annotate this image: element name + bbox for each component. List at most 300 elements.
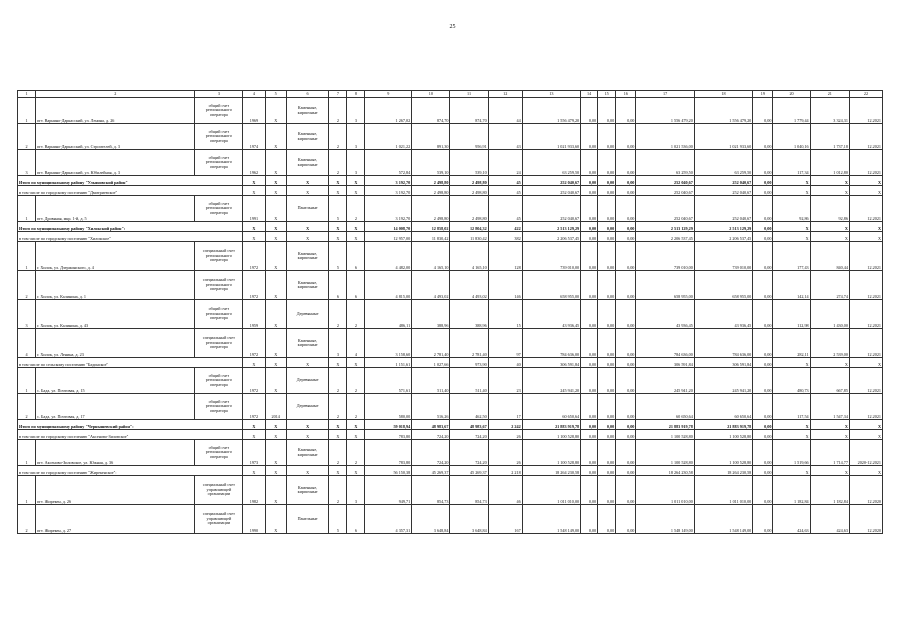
funding-cell: 0,00 (581, 430, 598, 440)
funding-cell: 63 259,50 (636, 150, 694, 176)
funding-cell: 43 936,45 (636, 300, 694, 329)
funding-cell: 0,00 (753, 232, 773, 242)
funding-cell: 0,00 (581, 505, 598, 534)
settlement-subtotal-label: в том числе по городскому поселению "Аксеново-Зиловское" (18, 430, 243, 440)
funding-cell: 0,00 (581, 222, 598, 232)
funding-cell: 784 636,00 (694, 329, 752, 358)
entrances-cell: 6 (347, 271, 365, 300)
area-total-cell: 1 151,61 (365, 358, 412, 368)
area-total-cell: 59 018,94 (365, 420, 412, 430)
unit-cost-cell: 117,54 (773, 394, 810, 420)
settlement-subtotal-row (18, 466, 883, 476)
house-row (18, 300, 883, 329)
cost-cell: 21 883 919,78 (522, 420, 580, 430)
row-number-cell: 2 (18, 124, 36, 150)
placeholder-x-cell: X (347, 466, 365, 476)
address-cell: пгт. Жирекен, д. 26 (36, 476, 195, 505)
funding-cell: 0,00 (581, 124, 598, 150)
deadline-cell: X (849, 358, 882, 368)
settlement-subtotal-label: в том числе по сельскому поселению "Бадинское" (18, 358, 243, 368)
area-total-cell: 4 357,31 (365, 505, 412, 534)
reconstruction-year-cell: X (265, 476, 286, 505)
placeholder-x-cell: X (243, 466, 265, 476)
area-total-cell: 783,80 (365, 440, 412, 466)
col-header: 21 (810, 91, 849, 98)
funding-cell: 0,00 (616, 466, 636, 476)
register-table (17, 90, 883, 534)
funding-cell: 0,00 (753, 358, 773, 368)
deadline-cell: 2020-12.2021 (849, 440, 882, 466)
cost-cell: 1 100 528,80 (522, 430, 580, 440)
area-owned-cell: 4 493,02 (450, 271, 488, 300)
funding-cell: 306 591,84 (636, 358, 694, 368)
placeholder-x-cell: X (243, 176, 265, 186)
deadline-cell: 12.2021 (849, 242, 882, 271)
funding-cell: 0,00 (753, 466, 773, 476)
address-cell: г. Хилок, ул. Калинина, д. 1 (36, 271, 195, 300)
placeholder-x-cell: X (329, 232, 347, 242)
col-header: 17 (636, 91, 694, 98)
funding-cell: 1 100 528,80 (636, 430, 694, 440)
funding-cell: 0,00 (598, 440, 616, 466)
cost-cell: 1 556 479,20 (522, 98, 580, 124)
funding-cell: 0,00 (581, 329, 598, 358)
settlement-subtotal-label: в том числе по городскому поселению "Жирекенское": (18, 466, 243, 476)
wall-material-cell: Деревянные (286, 394, 329, 420)
funding-cell: 0,00 (581, 150, 598, 176)
funding-cell: 0,00 (616, 505, 636, 534)
col-header: 12 (488, 91, 522, 98)
house-row (18, 271, 883, 300)
funding-cell: 2 513 129,29 (694, 222, 752, 232)
funding-cell: 0,00 (753, 394, 773, 420)
area-owned-cell: 11 830,42 (450, 232, 488, 242)
placeholder-x-cell: X (265, 222, 286, 232)
build-year-cell: 1972 (243, 329, 265, 358)
row-number-cell: 2 (18, 505, 36, 534)
funding-cell: 0,00 (753, 150, 773, 176)
address-cell: с. Бада, ул. Почтовая, д. 17 (36, 394, 195, 420)
fund-method-cell: специальный счет регионального оператора (195, 329, 243, 358)
limit-cost-cell: 2 539,00 (810, 329, 849, 358)
area-residential-cell: 516,26 (412, 394, 450, 420)
floors-cell: 5 (329, 196, 347, 222)
funding-cell: 739 010,00 (636, 242, 694, 271)
entrances-cell: 6 (347, 505, 365, 534)
row-number-cell: 3 (18, 150, 36, 176)
address-cell: пгт. Варнино-Даркасский, ул. Строителей, д. 3 (36, 124, 195, 150)
reconstruction-year-cell: X (265, 329, 286, 358)
residents-cell: 45 (488, 176, 522, 186)
funding-cell: 2 206 537,45 (694, 232, 752, 242)
area-residential-cell: 3 648,84 (412, 505, 450, 534)
funding-cell: 0,00 (581, 196, 598, 222)
district-total-label: Итого по муниципальному району "Чернышевский район": (18, 420, 243, 430)
unit-cost-cell: X (773, 222, 810, 232)
cost-cell: 2 206 537,45 (522, 232, 580, 242)
entrances-cell: 2 (347, 300, 365, 329)
area-residential-cell: 1 027,66 (412, 358, 450, 368)
cost-cell: 1 021 933,60 (522, 124, 580, 150)
wall-material-cell: Каменные, кирпичные (286, 476, 329, 505)
fund-method-cell: общий счет регионального оператора (195, 300, 243, 329)
wall-material-cell: Панельные (286, 196, 329, 222)
fund-method-cell: специальный счет регионального оператора (195, 242, 243, 271)
build-year-cell: 1972 (243, 394, 265, 420)
fund-method-cell: общий счет регионального оператора (195, 394, 243, 420)
build-year-cell: 1990 (243, 505, 265, 534)
funding-cell: 0,00 (581, 440, 598, 466)
area-owned-cell: 48 983,67 (450, 420, 488, 430)
limit-cost-cell: 1 714,77 (810, 440, 849, 466)
residents-cell: 24 (488, 150, 522, 176)
funding-cell: 0,00 (598, 232, 616, 242)
entrances-cell: 3 (347, 150, 365, 176)
wall-material-cell: Деревянные (286, 300, 329, 329)
area-residential-cell: 12 858,02 (412, 222, 450, 232)
house-row (18, 124, 883, 150)
house-row (18, 196, 883, 222)
wall-material-cell: Каменные, кирпичные (286, 150, 329, 176)
area-owned-cell: 2 781,40 (450, 329, 488, 358)
limit-cost-cell: 274,74 (810, 271, 849, 300)
residents-cell: 167 (488, 505, 522, 534)
funding-cell: 0,00 (598, 124, 616, 150)
wall-material-cell: Деревянные (286, 368, 329, 394)
build-year-cell: 1991 (243, 196, 265, 222)
funding-cell: 0,00 (753, 430, 773, 440)
funding-cell: 252 040,67 (636, 186, 694, 196)
address-cell: пгт. Варнино-Даркасский, ул. Юбилейная, д. 3 (36, 150, 195, 176)
funding-cell: 0,00 (581, 271, 598, 300)
wall-material-cell: Каменные, кирпичные (286, 271, 329, 300)
area-residential-cell: 891,30 (412, 124, 450, 150)
unit-cost-cell: X (773, 358, 810, 368)
cost-cell: 1 011 010,00 (522, 476, 580, 505)
entrances-cell: 2 (347, 440, 365, 466)
build-year-cell: 1982 (243, 476, 265, 505)
area-owned-cell: 2 498,80 (450, 176, 488, 186)
placeholder-x-cell: X (329, 176, 347, 186)
floors-cell: 2 (329, 124, 347, 150)
build-year-cell: 1973 (243, 440, 265, 466)
build-year-cell: 1974 (243, 124, 265, 150)
funding-cell: 252 040,67 (694, 176, 752, 186)
reconstruction-year-cell: X (265, 150, 286, 176)
unit-cost-cell: 142,14 (773, 271, 810, 300)
row-number-cell: 2 (18, 271, 36, 300)
reconstruction-year-cell: X (265, 505, 286, 534)
residents-cell: 23 (488, 368, 522, 394)
col-header: 15 (598, 91, 616, 98)
deadline-cell: 12.2021 (849, 124, 882, 150)
limit-cost-cell: 3 324,31 (810, 98, 849, 124)
limit-cost-cell: 1 737,18 (810, 124, 849, 150)
area-total-cell: 3 192,70 (365, 176, 412, 186)
row-number-cell: 4 (18, 329, 36, 358)
funding-cell: 0,00 (598, 358, 616, 368)
fund-method-cell: специальный счет регионального оператора (195, 271, 243, 300)
residents-cell: 97 (488, 329, 522, 358)
area-owned-cell: 12 804,32 (450, 222, 488, 232)
col-header: 5 (265, 91, 286, 98)
col-header: 20 (773, 91, 810, 98)
cost-cell: 1 100 528,80 (522, 440, 580, 466)
floors-cell: 2 (329, 394, 347, 420)
unit-cost-cell: X (773, 420, 810, 430)
placeholder-x-cell: X (265, 420, 286, 430)
area-total-cell: 949,71 (365, 476, 412, 505)
col-header: 11 (450, 91, 488, 98)
cost-cell: 63 259,50 (522, 150, 580, 176)
area-owned-cell: 724,20 (450, 440, 488, 466)
reconstruction-year-cell: X (265, 124, 286, 150)
funding-cell: 0,00 (616, 242, 636, 271)
funding-cell: 658 955,00 (636, 271, 694, 300)
funding-cell: 0,00 (616, 98, 636, 124)
placeholder-x-cell: X (286, 358, 329, 368)
funding-cell: 784 636,00 (636, 329, 694, 358)
funding-cell: 0,00 (616, 358, 636, 368)
placeholder-x-cell: X (243, 232, 265, 242)
funding-cell: 1 011 010,00 (636, 476, 694, 505)
funding-cell: 0,00 (581, 476, 598, 505)
unit-cost-cell: 480,73 (773, 368, 810, 394)
placeholder-x-cell: X (243, 222, 265, 232)
area-total-cell: 12 957,00 (365, 232, 412, 242)
funding-cell: 252 040,67 (636, 176, 694, 186)
column-number-header-row (18, 91, 883, 98)
funding-cell: 245 941,20 (636, 368, 694, 394)
placeholder-x-cell: X (329, 466, 347, 476)
area-owned-cell: 973,90 (450, 358, 488, 368)
funding-cell: 0,00 (598, 430, 616, 440)
funding-cell: 18 264 230,58 (636, 466, 694, 476)
cost-cell: 2 513 129,29 (522, 222, 580, 232)
limit-cost-cell: 1 012,80 (810, 150, 849, 176)
placeholder-x-cell: X (347, 430, 365, 440)
cost-cell: 306 591,84 (522, 358, 580, 368)
funding-cell: 0,00 (616, 394, 636, 420)
unit-cost-cell: 424,63 (773, 505, 810, 534)
limit-cost-cell: X (810, 358, 849, 368)
floors-cell: 3 (329, 329, 347, 358)
placeholder-x-cell: X (265, 176, 286, 186)
col-header: 6 (286, 91, 329, 98)
residents-cell: 46 (488, 476, 522, 505)
col-header: 19 (753, 91, 773, 98)
area-residential-cell: 2 498,80 (412, 186, 450, 196)
entrances-cell: 4 (347, 329, 365, 358)
address-cell: пгт. Дровяная, мкр. 1-й, д. 5 (36, 196, 195, 222)
placeholder-x-cell: X (265, 466, 286, 476)
funding-cell: 0,00 (581, 420, 598, 430)
funding-cell: 0,00 (753, 98, 773, 124)
funding-cell: 0,00 (616, 150, 636, 176)
funding-cell: 1 548 149,00 (636, 505, 694, 534)
placeholder-x-cell: X (347, 358, 365, 368)
funding-cell: 0,00 (753, 300, 773, 329)
row-number-cell: 1 (18, 440, 36, 466)
house-row (18, 440, 883, 466)
placeholder-x-cell: X (329, 420, 347, 430)
area-owned-cell: 4 165,10 (450, 242, 488, 271)
residents-cell: 26 (488, 440, 522, 466)
district-total-row (18, 176, 883, 186)
entrances-cell: 2 (347, 196, 365, 222)
placeholder-x-cell: X (347, 420, 365, 430)
fund-method-cell: общий счет регионального оператора (195, 368, 243, 394)
placeholder-x-cell: X (265, 430, 286, 440)
funding-cell: 1 100 528,80 (694, 440, 752, 466)
funding-cell: 0,00 (753, 476, 773, 505)
funding-cell: 0,00 (598, 329, 616, 358)
unit-cost-cell: 282,11 (773, 329, 810, 358)
district-total-row (18, 420, 883, 430)
area-owned-cell: 45 269,37 (450, 466, 488, 476)
deadline-cell: 12.2021 (849, 271, 882, 300)
funding-cell: 0,00 (753, 242, 773, 271)
placeholder-x-cell: X (329, 186, 347, 196)
funding-cell: 1 548 149,00 (694, 505, 752, 534)
cost-cell: 252 040,67 (522, 176, 580, 186)
area-total-cell: 4 482,00 (365, 242, 412, 271)
funding-cell: 18 264 230,58 (694, 466, 752, 476)
settlement-subtotal-label: в том числе по городскому поселению "Дмитриевское" (18, 186, 243, 196)
row-number-cell: 1 (18, 98, 36, 124)
funding-cell: 0,00 (598, 242, 616, 271)
funding-cell: 1 021 536,00 (636, 124, 694, 150)
fund-method-cell: специальный счет управляющей организации (195, 476, 243, 505)
house-row (18, 242, 883, 271)
placeholder-x-cell: X (265, 232, 286, 242)
row-number-cell: 2 (18, 394, 36, 420)
fund-method-cell: общий счет регионального оператора (195, 98, 243, 124)
residents-cell: 26 (488, 430, 522, 440)
funding-cell: 0,00 (598, 505, 616, 534)
funding-cell: 0,00 (598, 420, 616, 430)
funding-cell: 1 100 528,80 (694, 430, 752, 440)
area-residential-cell: 724,20 (412, 430, 450, 440)
floors-cell: 2 (329, 98, 347, 124)
address-cell: г. Хилок, ул. Дзержинского, д. 4 (36, 242, 195, 271)
funding-cell: 2 206 537,45 (636, 232, 694, 242)
funding-cell: 63 259,50 (694, 150, 752, 176)
reconstruction-year-cell: X (265, 242, 286, 271)
residents-cell: 45 (488, 196, 522, 222)
area-owned-cell: 724,20 (450, 430, 488, 440)
wall-material-cell: Панельные (286, 505, 329, 534)
deadline-cell: X (849, 186, 882, 196)
row-number-cell: 1 (18, 476, 36, 505)
row-number-cell: 1 (18, 368, 36, 394)
funding-cell: 0,00 (598, 98, 616, 124)
funding-cell: 0,00 (616, 476, 636, 505)
unit-cost-cell: 177,43 (773, 242, 810, 271)
unit-cost-cell: X (773, 176, 810, 186)
unit-cost-cell: 1 182,84 (773, 476, 810, 505)
funding-cell: 0,00 (616, 186, 636, 196)
area-total-cell: 3 158,60 (365, 329, 412, 358)
limit-cost-cell: X (810, 420, 849, 430)
funding-cell: 0,00 (616, 329, 636, 358)
funding-cell: 0,00 (581, 300, 598, 329)
settlement-subtotal-label: в том числе по городскому поселению "Хилокское" (18, 232, 243, 242)
funding-cell: 0,00 (616, 124, 636, 150)
deadline-cell: 12.2021 (849, 329, 882, 358)
placeholder-x-cell: X (347, 222, 365, 232)
funding-cell: 1 100 528,80 (636, 440, 694, 466)
deadline-cell: 12.2021 (849, 300, 882, 329)
unit-cost-cell: 117,34 (773, 150, 810, 176)
limit-cost-cell: X (810, 466, 849, 476)
deadline-cell: X (849, 232, 882, 242)
funding-cell: 1 021 933,60 (694, 124, 752, 150)
area-residential-cell: 4 165,10 (412, 242, 450, 271)
placeholder-x-cell: X (243, 186, 265, 196)
reconstruction-year-cell: X (265, 98, 286, 124)
placeholder-x-cell: X (347, 232, 365, 242)
funding-cell: 0,00 (598, 476, 616, 505)
unit-cost-cell: 1 519,66 (773, 440, 810, 466)
placeholder-x-cell: X (347, 186, 365, 196)
fund-method-cell: общий счет регионального оператора (195, 150, 243, 176)
funding-cell: 0,00 (753, 440, 773, 466)
residents-cell: 17 (488, 394, 522, 420)
funding-cell: 0,00 (753, 329, 773, 358)
placeholder-x-cell: X (329, 222, 347, 232)
placeholder-x-cell: X (329, 430, 347, 440)
funding-cell: 0,00 (598, 300, 616, 329)
funding-cell: 0,00 (598, 176, 616, 186)
funding-cell: 0,00 (598, 186, 616, 196)
residents-cell: 15 (488, 300, 522, 329)
residents-cell: 2 218 (488, 466, 522, 476)
funding-cell: 0,00 (616, 368, 636, 394)
funding-cell: 0,00 (753, 176, 773, 186)
address-cell: пгт. Варнино-Даркасский, ул. Ленина, д. 26 (36, 98, 195, 124)
area-residential-cell: 724,20 (412, 440, 450, 466)
funding-cell: 245 941,20 (694, 368, 752, 394)
limit-cost-cell: 667,85 (810, 368, 849, 394)
funding-cell: 1 556 479,20 (636, 98, 694, 124)
funding-cell: 21 883 919,78 (694, 420, 752, 430)
limit-cost-cell: 1 182,84 (810, 476, 849, 505)
area-total-cell: 3 192,70 (365, 196, 412, 222)
funding-cell: 658 955,00 (694, 271, 752, 300)
limit-cost-cell: X (810, 222, 849, 232)
build-year-cell: 1972 (243, 368, 265, 394)
area-residential-cell: 388,96 (412, 300, 450, 329)
deadline-cell: 12.2021 (849, 196, 882, 222)
placeholder-x-cell: X (243, 430, 265, 440)
address-cell: г. Хилок, ул. Калинина, д. 43 (36, 300, 195, 329)
area-total-cell: 571,61 (365, 368, 412, 394)
wall-material-cell: Каменные, кирпичные (286, 124, 329, 150)
deadline-cell: 12.2020 (849, 505, 882, 534)
funding-cell: 0,00 (616, 271, 636, 300)
funding-cell: 0,00 (598, 196, 616, 222)
funding-cell: 0,00 (753, 505, 773, 534)
area-owned-cell: 388,96 (450, 300, 488, 329)
floors-cell: 2 (329, 368, 347, 394)
col-header: 3 (195, 91, 243, 98)
row-number-cell: 3 (18, 300, 36, 329)
area-owned-cell: 462,50 (450, 394, 488, 420)
funding-cell: 0,00 (581, 176, 598, 186)
cost-cell: 252 040,67 (522, 186, 580, 196)
residents-cell: 43 (488, 124, 522, 150)
